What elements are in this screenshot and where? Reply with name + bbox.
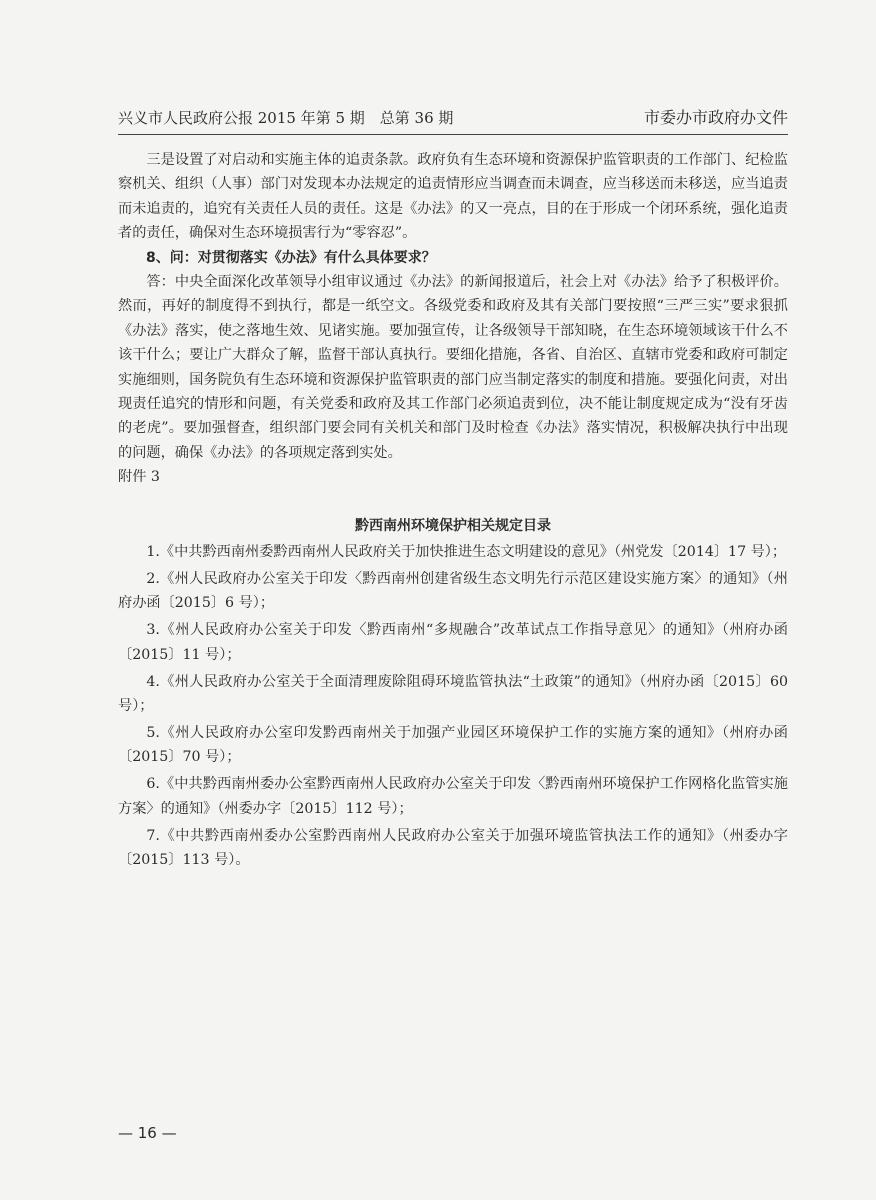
section-title: 市委办市政府办文件 <box>643 108 788 127</box>
list-item: 6.《中共黔西南州委办公室黔西南州人民政府办公室关于印发〈黔西南州环境保护工作网格化监管实施方案〉的通知》（州委办字〔2015〕112 号）； <box>118 776 788 817</box>
publication-title: 兴义市人民政府公报 2015 年第 5 期 总第 36 期 <box>118 109 454 127</box>
regulations-list <box>118 540 788 873</box>
attachment-label: 附件 3 <box>118 469 160 486</box>
question-8: 8、问：对贯彻落实《办法》有什么具体要求？ <box>146 249 436 266</box>
running-header <box>118 106 788 135</box>
list-item: 4.《州人民政府办公室关于全面清理废除阻碍环境监管执法“土政策”的通知》（州府办函〔2015〕60 号）； <box>118 673 788 714</box>
list-item: 3.《州人民政府办公室关于印发〈黔西南州“多规融合”改革试点工作指导意见〉的通知》（州府办函〔2015〕11 号）； <box>118 622 788 663</box>
paragraph-accountability: 三是设置了对启动和实施主体的追责条款。政府负有生态环境和资源保护监管职责的工作部门、纪检监察机关、组织（人事）部门对发现本办法规定的追责情形应当调查而未调查，应当移送而未移送，应当追责而未追责的，追究有关责任人员的责任。这是《办法》的又一亮点，目的在于形成一个闭环系统，强化追责者的责任，确保对生态环境损害行为“零容忍”。 <box>118 152 788 242</box>
list-item: 2.《州人民政府办公室关于印发〈黔西南州创建省级生态文明先行示范区建设实施方案〉的通知》（州府办函〔2015〕6 号）； <box>118 570 788 612</box>
list-item: 7.《中共黔西南州委办公室黔西南州人民政府办公室关于加强环境监管执法工作的通知》（州委办字〔2015〕113 号）。 <box>118 827 788 869</box>
list-item: 5.《州人民政府办公室印发黔西南州关于加强产业园区环境保护工作的实施方案的通知》（州府办函〔2015〕70 号）； <box>118 724 788 766</box>
list-item: 1.《中共黔西南州委黔西南州人民政府关于加快推进生态文明建设的意见》（州党发〔2014〕17 号）； <box>146 543 787 560</box>
answer-8: 答：中央全面深化改革领导小组审议通过《办法》的新闻报道后，社会上对《办法》给予了积极评价。然而，再好的制度得不到执行，都是一纸空文。各级党委和政府及其有关部门要按照“三严三实”要求狠抓《办法》落实，使之落地生效、见诸实施。要加强宣传，让各级领导干部知晓，在生态环境领域该干什么不该干什么；要让广大群众了解，监督干部认真执行。要细化措施，各省、自治区、直辖市党委和政府可制定实施细则，国务院负有生态环境和资源保护监管职责的部门应当制定落实的制度和措施。要强化问责，对出现责任追究的情形和问题，有关党委和政府及其工作部门必须追责到位，决不能让制度规定成为“没有牙齿的老虎”。要加强督查，组织部门要会同有关机关和部门及时检查《办法》落实情况，积极解决执行中出现的问题，确保《办法》的各项规定落到实处。 <box>118 274 788 461</box>
document-body <box>118 148 788 875</box>
page-number: — 16 — <box>118 1124 177 1142</box>
regulations-list-title: 黔西南州环境保护相关规定目录 <box>355 517 551 534</box>
